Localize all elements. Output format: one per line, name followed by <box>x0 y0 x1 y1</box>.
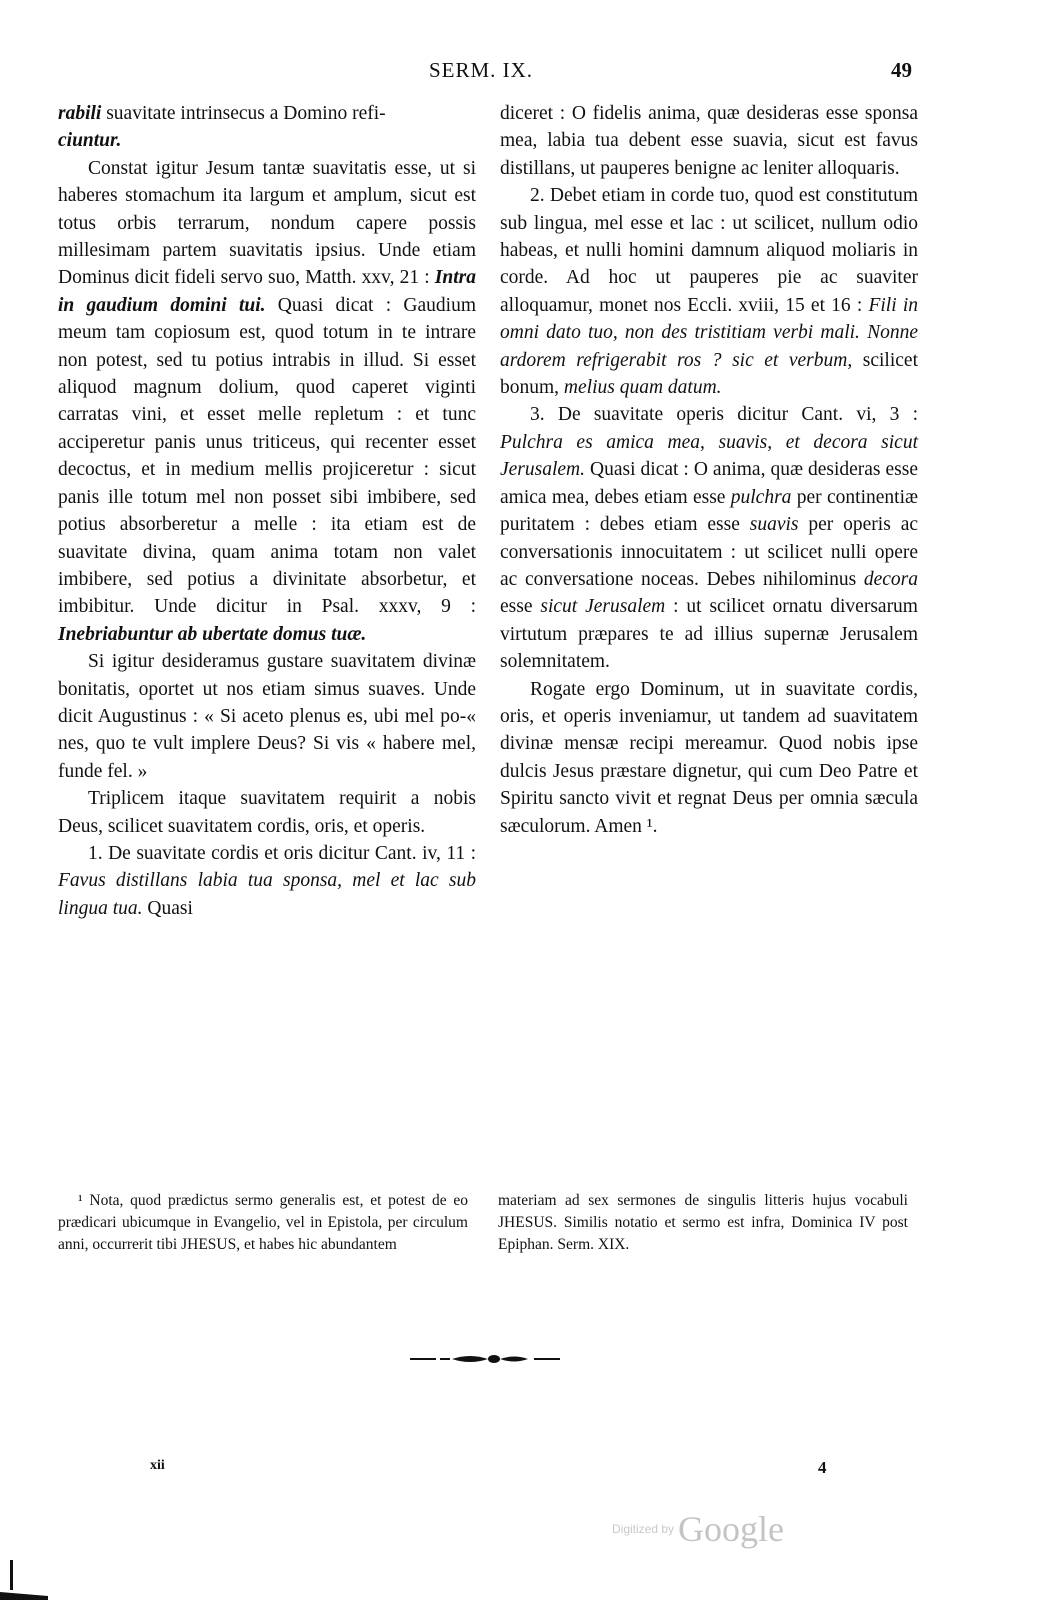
footnote-left: ¹ Nota, quod prædictus sermo generalis est, et potest de eo prædicari ubicumque in Evangelio, vel in Epistola, per circulum anni, occurrerit tibi JHESUS, et habes hic abundantem <box>58 1192 468 1253</box>
paragraph-2-quote-1: Intra in gaudium domini tui. <box>58 267 476 316</box>
paragraph-5-quote: Favus distillans labia tua sponsa, mel et lac sub lingua tua. <box>58 870 476 919</box>
paragraph-8-quote-1: Pulchra es amica mea, suavis, et decora sicut Jerusalem. <box>500 431 918 481</box>
paragraph-8-text-d: per operis ac conversationis innocuitatem : ut scilicet nulli opere ac conversatione noceas. Debes nihilominus <box>500 514 919 590</box>
paragraph-7-quote-2: melius quam datum. <box>563 377 722 399</box>
paragraph-4: Triplicem itaque suavitatem requirit a nobis Deus, scilicet suavitatem cordis, oris, et operis. <box>58 788 476 837</box>
digitized-by-watermark <box>612 1508 785 1549</box>
paragraph-8-text-b: Quasi dicat : O anima, quæ desideras esse amica mea, debes etiam esse <box>500 459 918 508</box>
paragraph-8-quote-4: decora <box>863 568 918 590</box>
right-column <box>500 100 918 840</box>
signature-mark: xii <box>150 1458 165 1473</box>
paragraph-8-quote-3: suavis <box>749 514 799 536</box>
paragraph-7 <box>500 182 918 401</box>
scan-edge-mark-icon <box>0 1540 48 1600</box>
paragraph-2-quote-2: Inebriabuntur ab ubertate domus tuæ. <box>58 623 367 645</box>
paragraph-8-quote-2: pulchra <box>730 486 792 508</box>
paragraph-7-text-a: 2. Debet etiam in corde tuo, quod est constitutum sub lingua, mel esse et lac : ut scilicet, nullum odio habeas, et nulli homini damnum aliquod moliaris in corde. Ad hoc ut pauperes pie ac suaviter alloquamur, monet nos Eccli. xviii, 15 et 16 : <box>500 185 918 316</box>
paragraph-5 <box>58 840 476 922</box>
paragraph-6: diceret : O fidelis anima, quæ desideras esse sponsa mea, labia tua debent esse suavia, sicut est favus distillans, ut pauperes benigne ac leniter alloquaris. <box>500 103 918 179</box>
digitized-by-label: Digitized by <box>612 1522 675 1536</box>
paragraph-3: Si igitur desideramus gustare suavitatem divinæ bonitatis, oportet ut nos etiam simus suaves. Unde dicit Augustinus : « Si aceto plenus es, ubi mel po-« nes, quo te vult implere Deus? Si vis « habere mel, funde fel. » <box>58 651 476 782</box>
paragraph-8-text-e: esse <box>500 596 541 618</box>
footnote-right: materiam ad sex sermones de singulis litteris hujus vocabuli JHESUS. Similis notatio et sermo est infra, Dominica IV post Epiphan. Serm. XIX. <box>498 1192 908 1253</box>
paragraph-7-quote-1: Fili in omni dato tuo, non des tristitiam verbi mali. Nonne ardorem refrigerabit ros ? sic et verbum, <box>500 294 918 371</box>
paragraph-2 <box>58 155 476 648</box>
paragraph-5-text-b: Quasi <box>142 897 193 919</box>
running-head: SERM. IX. <box>428 58 534 82</box>
paragraph-8-text-f: : ut scilicet ornatu diversarum virtutum præpares te ad illius supernæ Jerusalem solemnitatem. <box>500 596 918 673</box>
paragraph-8-text-a: 3. De suavitate operis dicitur Cant. vi, 3 : <box>530 404 918 426</box>
page-number: 49 <box>891 58 912 82</box>
paragraph-9: Rogate ergo Dominum, ut in suavitate cordis, oris, et operis inveniamur, ut tandem ad suavitatem divinæ mensæ recipi mereamur. Quod nobis ipse dulcis Jesus præstare dignetur, qui cum Deo Patre et Spiritu sancto vivit et regnat Deus per omnia sæcula sæculorum. Amen ¹. <box>500 678 918 837</box>
left-column <box>58 100 476 922</box>
google-logo: Google <box>678 1509 785 1549</box>
paragraph-8-text-c: per continentiæ puritatem : debes etiam esse <box>500 486 918 536</box>
paragraph-8-quote-5: sicut Jerusalem <box>540 596 666 618</box>
page-header <box>50 58 912 88</box>
paragraph-1 <box>58 100 476 155</box>
paragraph-5-text-a: 1. De suavitate cordis et oris dicitur Cant. iv, 11 : <box>88 842 476 864</box>
paragraph-8 <box>500 401 918 675</box>
paragraph-1-end: ciuntur. <box>58 130 122 152</box>
paragraph-1-text: suavitate intrinsecus a Domino refi- <box>101 103 386 124</box>
paragraph-7-text-b: scilicet bonum, <box>500 349 918 399</box>
paragraph-1-italic: rabili <box>58 103 102 124</box>
section-ornament-icon <box>410 1352 560 1366</box>
sheet-number: 4 <box>818 1458 827 1477</box>
paragraph-2-text-b: Quasi dicat : Gaudium meum tam copiosum est, quod totum in te intrare non potest, sed tu potius intrabis in illud. Si esset aliquod magnum dolium, quod caperet viginti carratas vini, et esset melle repletum : et tunc acciperetur panis unus triticeus, qui recenter esset decoctus, et in medium mellis projiceretur : sicut panis ille totum mel non posset sibi imbibere, sed potius absorberetur a melle : ita etiam est de suavitate divina, quam anima totam non valet imbibere, sed potius a divinitate absorbetur, et imbibitur. Unde dicitur in Psal. xxxv, 9 : <box>58 294 476 618</box>
paragraph-2-text-a: Constat igitur Jesum tantæ suavitatis esse, ut si haberes stomachum ita largum et amplum, sicut est totus orbis terrarum, nondum capere possis millesimam partem suavitatis ipsius. Unde etiam Dominus dicit fideli servo suo, Matth. xxv, 21 : <box>58 157 476 289</box>
